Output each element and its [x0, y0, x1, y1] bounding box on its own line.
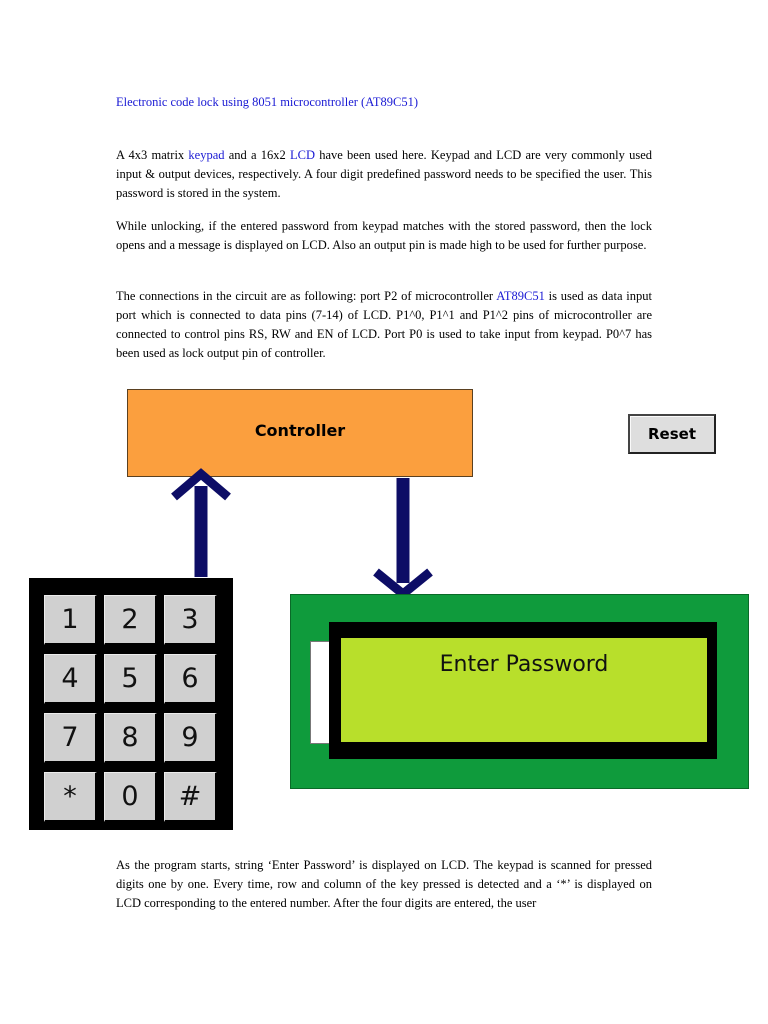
reset-button[interactable]: Reset	[628, 414, 716, 454]
paragraph-connections	[116, 287, 652, 363]
key-8[interactable]: 8	[104, 713, 157, 763]
key-7[interactable]: 7	[44, 713, 97, 763]
paragraph-intro	[116, 146, 652, 203]
paragraph-program: As the program starts, string ‘Enter Password’ is displayed on LCD. The keypad is scanned for pressed digits one by one. Every time, row and column of the key pressed is detected and a ‘*’ is displayed on LCD corresponding to the entered number. After the four digits are entered, the user	[116, 858, 652, 910]
key-star[interactable]: *	[44, 772, 97, 822]
lcd-link[interactable]: LCD	[290, 148, 316, 162]
key-9[interactable]: 9	[164, 713, 217, 763]
key-4[interactable]: 4	[44, 654, 97, 704]
paragraph-unlocking: While unlocking, if the entered password from keypad matches with the stored password, then the lock opens and a message is displayed on LCD. Also an output pin is made high to be used for further purpose.	[116, 219, 652, 252]
paragraph-text: and a 16x2	[224, 148, 291, 162]
keypad-to-controller-arrow	[174, 474, 228, 577]
key-hash[interactable]: #	[164, 772, 217, 822]
controller-to-lcd-arrow	[376, 478, 430, 594]
key-2[interactable]: 2	[104, 595, 157, 645]
controller-box: Controller	[127, 389, 473, 477]
lcd-display-text: Enter Password	[439, 652, 609, 677]
key-5[interactable]: 5	[104, 654, 157, 704]
key-1[interactable]: 1	[44, 595, 97, 645]
paragraph-text: A 4x3 matrix	[116, 148, 189, 162]
key-6[interactable]: 6	[164, 654, 217, 704]
document-title: Electronic code lock using 8051 microcontroller (AT89C51)	[116, 95, 419, 109]
paragraph-text: is used as data input port which is connected to data pins (7-14) of LCD. P1^0, P1^1 and P1^2 pins of microcontroller are connected to control pins RS, RW and EN of LCD. Port P0 is used to take input from keypad. P0^7 has been used as lock output pin of controller.	[116, 289, 652, 360]
paragraph-text: have been used here. Keypad and LCD are very commonly used input & output devices, respectively. A four digit predefined password needs to be specified the user. This password is stored in the system.	[116, 148, 652, 200]
at89c51-link[interactable]: AT89C51	[496, 289, 545, 303]
paragraph-text: The connections in the circuit are as following: port P2 of microcontroller	[116, 289, 497, 303]
key-0[interactable]: 0	[104, 772, 157, 822]
key-3[interactable]: 3	[164, 595, 217, 645]
keypad-link[interactable]: keypad	[188, 148, 225, 162]
keypad	[29, 578, 233, 830]
